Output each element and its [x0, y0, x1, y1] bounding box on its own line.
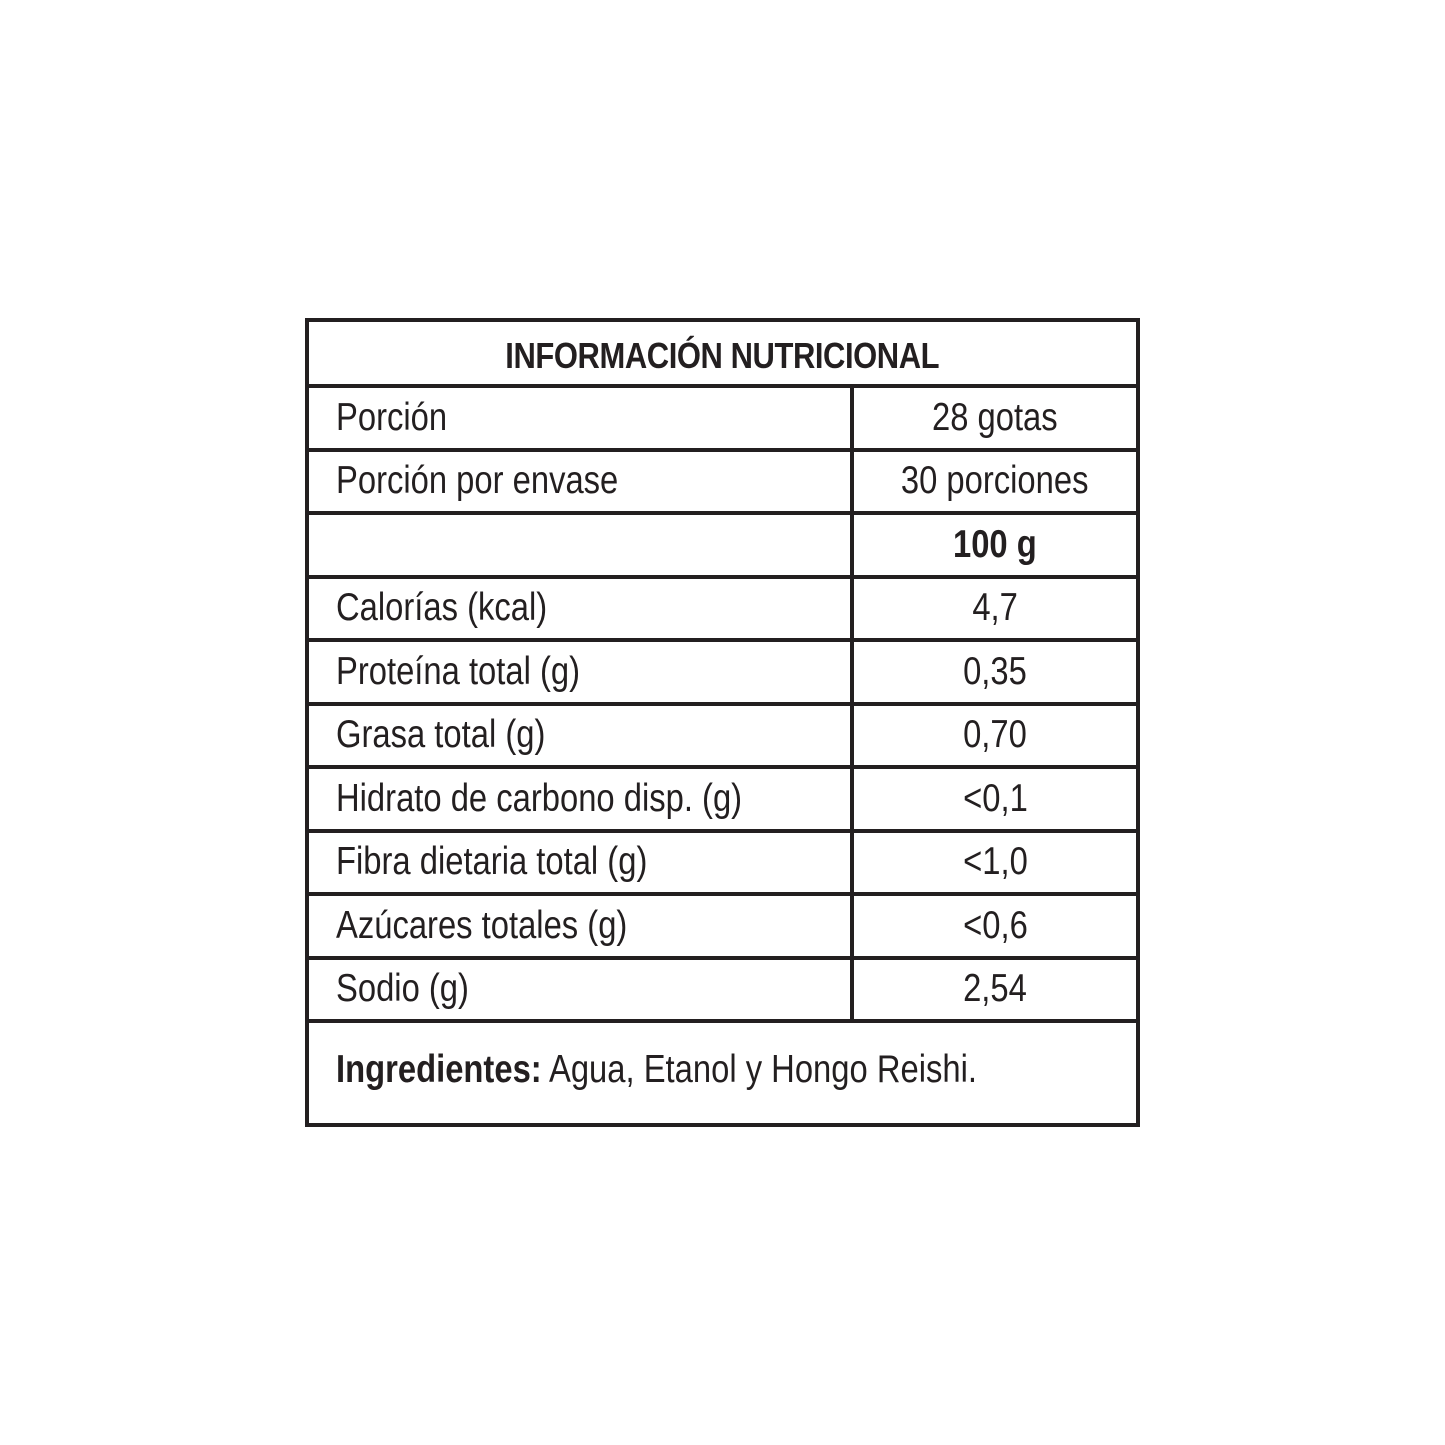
row-name: Porción por envase	[336, 459, 619, 503]
table-row	[309, 388, 1136, 452]
table-header	[309, 322, 1136, 388]
table-row	[309, 515, 1136, 579]
row-value: 28 gotas	[932, 395, 1058, 439]
row-value: 0,70	[963, 713, 1027, 757]
row-name: Azúcares totales (g)	[336, 903, 628, 947]
row-name: Calorías (kcal)	[336, 586, 548, 630]
ingredients-row	[309, 1023, 1136, 1117]
row-value: <1,0	[962, 840, 1028, 884]
ingredients-text	[336, 1048, 977, 1092]
row-value: <0,1	[962, 776, 1028, 820]
row-name: Sodio (g)	[336, 967, 469, 1011]
row-name: Fibra dietaria total (g)	[336, 840, 648, 884]
row-name: Proteína total (g)	[336, 649, 581, 693]
ingredients-label: Ingredientes:	[336, 1048, 542, 1091]
table-row	[309, 579, 1136, 643]
table-row	[309, 833, 1136, 897]
ingredients-list: Agua, Etanol y Hongo Reishi.	[541, 1048, 977, 1091]
row-value: 4,7	[972, 586, 1018, 630]
table-row	[309, 452, 1136, 516]
table-row	[309, 769, 1136, 833]
row-name: Hidrato de carbono disp. (g)	[336, 776, 743, 820]
table-title: INFORMACIÓN NUTRICIONAL	[505, 335, 940, 376]
table-row	[309, 642, 1136, 706]
row-value: 2,54	[963, 967, 1027, 1011]
column-header-100g: 100 g	[953, 522, 1037, 566]
row-value: 0,35	[963, 649, 1027, 693]
row-name: Grasa total (g)	[336, 713, 546, 757]
nutrition-facts-table	[305, 318, 1140, 1127]
table-row	[309, 960, 1136, 1024]
table-row	[309, 706, 1136, 770]
row-value: 30 porciones	[901, 459, 1089, 503]
table-row	[309, 896, 1136, 960]
row-value: <0,6	[962, 903, 1028, 947]
row-name: Porción	[336, 395, 448, 439]
